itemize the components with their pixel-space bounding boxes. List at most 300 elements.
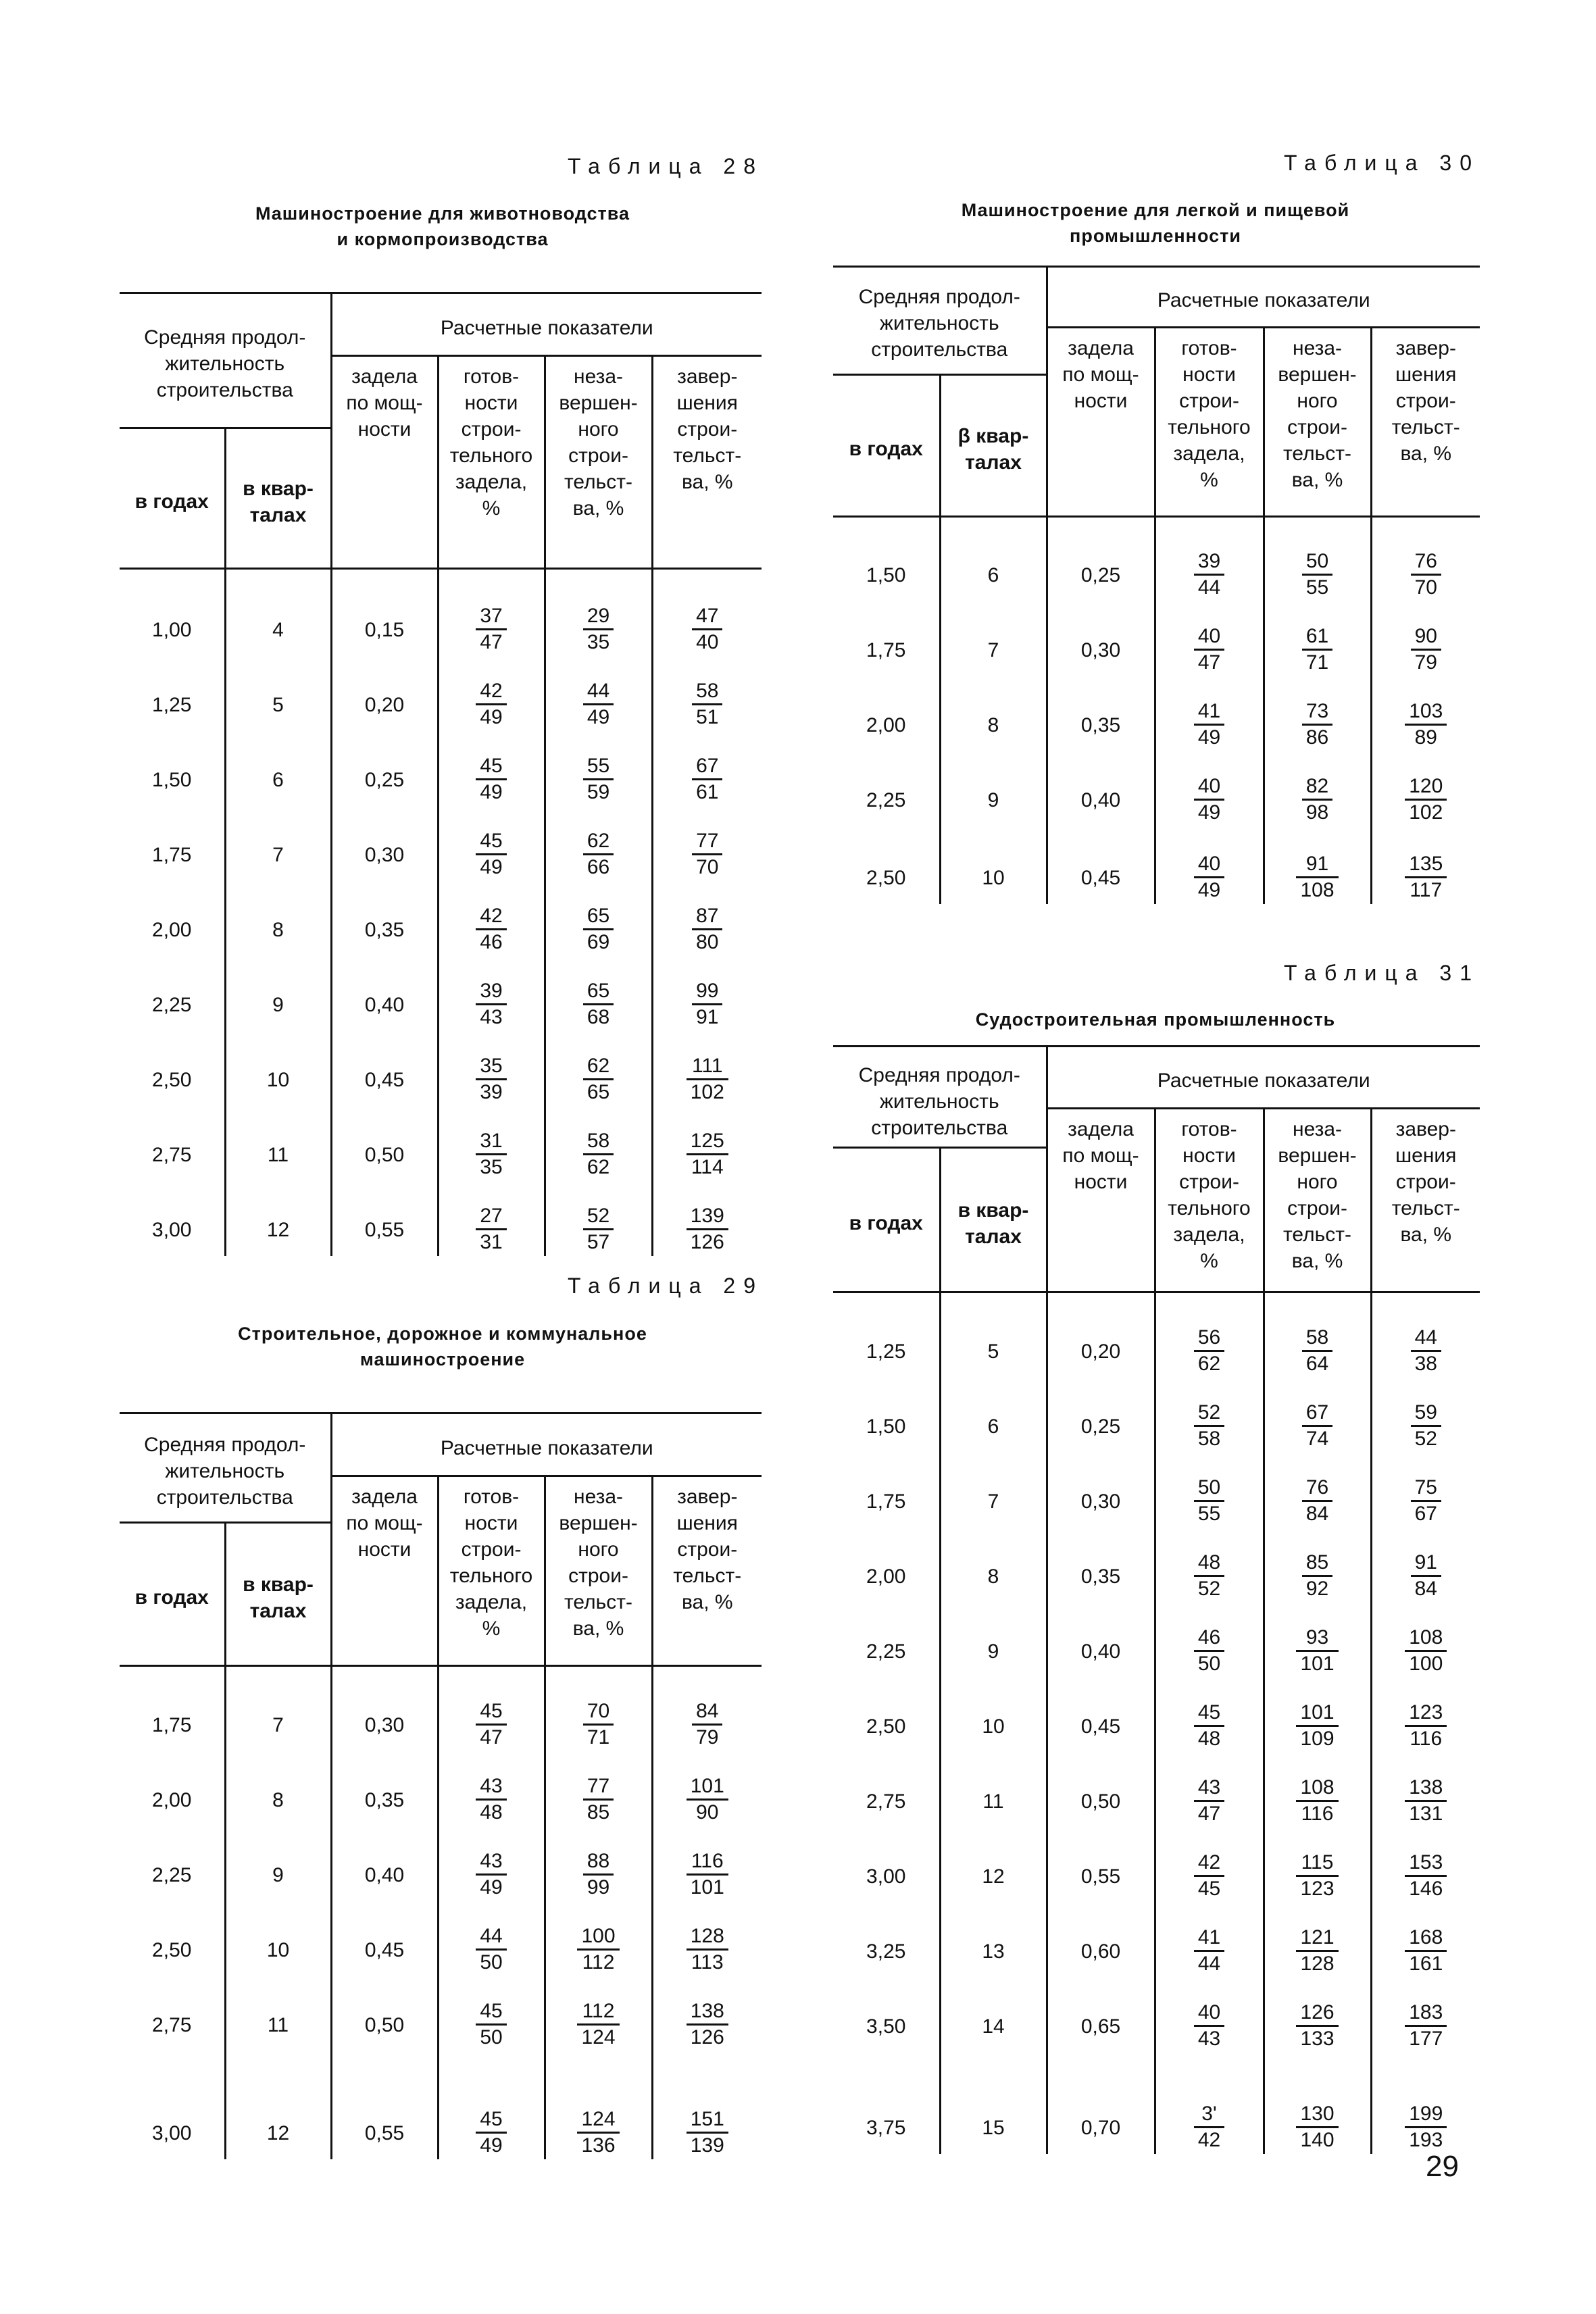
readiness-cell-bottom: 55 (1197, 1502, 1221, 1525)
completion-cell-fraction (1405, 1776, 1447, 1826)
unfinished-cell-bottom: 123 (1300, 1877, 1335, 1900)
completion-cell-fraction (687, 1204, 728, 1255)
unfinished-cell (545, 569, 652, 656)
backlog-cell: 0,45 (1047, 1678, 1155, 1753)
unfinished-cell-bottom: 49 (587, 705, 610, 728)
readiness-cell-bottom: 49 (480, 780, 503, 803)
completion-cell (1371, 1678, 1480, 1753)
readiness-cell-bottom: 49 (480, 2134, 503, 2157)
header-completion: завер- шения строи- тельст- ва, % (1371, 328, 1480, 517)
readiness-cell (438, 1031, 545, 1106)
readiness-cell-top: 45 (476, 829, 506, 855)
unfinished-cell-top: 62 (583, 1054, 614, 1080)
header-in-quarters: β квар- талах (940, 375, 1047, 517)
table-row (120, 1826, 762, 1901)
completion-cell-fraction (1411, 1476, 1441, 1526)
unfinished-cell-fraction (1302, 624, 1332, 675)
unfinished-cell-bottom: 69 (587, 930, 610, 953)
quarters-cell: 12 (225, 2051, 331, 2159)
unfinished-cell-bottom: 55 (1305, 576, 1329, 599)
years-cell: 2,75 (152, 1143, 192, 1166)
readiness-cell-bottom: 35 (480, 1155, 503, 1178)
completion-cell-top: 67 (692, 754, 722, 780)
readiness-cell (438, 1751, 545, 1826)
readiness-cell-bottom: 44 (1197, 1952, 1221, 1975)
completion-cell-top: 139 (687, 1204, 728, 1230)
quarters-cell: 15 (940, 2053, 1047, 2154)
completion-cell (652, 1901, 762, 1976)
unfinished-cell (545, 1666, 652, 1751)
completion-cell-fraction (1405, 1701, 1447, 1751)
quarters-cell: 11 (940, 1753, 1047, 1828)
readiness-cell-bottom: 47 (480, 1726, 503, 1749)
completion-cell-fraction (687, 1774, 728, 1825)
completion-cell-top: 84 (692, 1699, 722, 1726)
table-29 (120, 1412, 762, 2159)
table-row (120, 1106, 762, 1181)
unfinished-cell (545, 2051, 652, 2159)
unfinished-cell-top: 101 (1296, 1701, 1338, 1727)
readiness-cell-fraction (476, 1054, 506, 1105)
completion-cell-top: 59 (1411, 1401, 1441, 1427)
unfinished-cell-top: 61 (1302, 624, 1332, 651)
unfinished-cell-bottom: 92 (1305, 1577, 1329, 1600)
completion-cell-bottom: 61 (696, 780, 719, 803)
completion-cell (1371, 826, 1480, 904)
completion-cell-bottom: 161 (1409, 1952, 1443, 1975)
completion-cell-bottom: 102 (690, 1080, 724, 1103)
readiness-cell-bottom: 46 (480, 930, 503, 953)
unfinished-cell-top: 62 (583, 829, 614, 855)
completion-cell (1371, 2053, 1480, 2154)
readiness-cell (1155, 517, 1264, 601)
unfinished-cell-top: 44 (583, 679, 614, 705)
completion-cell-bottom: 38 (1414, 1352, 1437, 1375)
years-cell: 1,75 (152, 843, 192, 866)
readiness-cell-fraction (1194, 774, 1224, 825)
completion-cell-top: 90 (1411, 624, 1441, 651)
readiness-cell-fraction (1194, 1626, 1224, 1676)
years-cell: 3,00 (152, 2121, 192, 2144)
readiness-cell-fraction (476, 1204, 506, 1255)
completion-cell-bottom: 40 (696, 630, 719, 653)
table-30-title: Машиностроение для легкой и пищевой промышленности (961, 200, 1350, 246)
completion-cell (652, 731, 762, 806)
readiness-cell-fraction (476, 1999, 506, 2050)
unfinished-cell-bottom: 71 (1305, 651, 1329, 674)
completion-cell-top: 108 (1405, 1626, 1447, 1652)
readiness-cell-top: 44 (476, 1924, 506, 1951)
readiness-cell-fraction (476, 1774, 506, 1825)
completion-cell-bottom: 90 (696, 1801, 719, 1823)
completion-cell (652, 1976, 762, 2051)
header-readiness: готов- ности строи- тельного задела, % (1155, 1109, 1264, 1292)
readiness-cell-top: 42 (1194, 1851, 1224, 1877)
readiness-cell (438, 881, 545, 956)
completion-cell-fraction (687, 1129, 728, 1180)
backlog-cell: 0,40 (1047, 751, 1155, 826)
header-unfinished: неза- вершен- ного строи- тельст- ва, % (545, 356, 652, 569)
backlog-cell: 0,40 (331, 1826, 438, 1901)
backlog-cell: 0,65 (1047, 1978, 1155, 2053)
unfinished-cell-bottom: 140 (1300, 2128, 1335, 2151)
completion-cell-top: 153 (1405, 1851, 1447, 1877)
unfinished-cell-bottom: 85 (587, 1801, 610, 1823)
years-cell: 2,25 (152, 993, 192, 1016)
years-cell: 1,50 (866, 563, 906, 586)
header-avg-duration: Средняя продол- жительность строительства (833, 1047, 1047, 1148)
completion-cell-bottom: 102 (1409, 801, 1443, 824)
unfinished-cell-bottom: 116 (1301, 1802, 1334, 1825)
backlog-cell: 0,45 (331, 1031, 438, 1106)
header-readiness: готов- ности строи- тельного задела, % (438, 1476, 545, 1666)
unfinished-cell-bottom: 99 (587, 1876, 610, 1898)
completion-cell-bottom: 117 (1410, 878, 1443, 901)
years-cell: 1,25 (152, 693, 192, 716)
readiness-cell-fraction (1194, 549, 1224, 600)
unfinished-cell-fraction (577, 1924, 619, 1975)
readiness-cell-top: 41 (1194, 1926, 1224, 1952)
completion-cell (1371, 1753, 1480, 1828)
table-row (833, 601, 1480, 676)
unfinished-cell-fraction (1296, 1851, 1338, 1901)
header-readiness: готов- ности строи- тельного задела, % (438, 356, 545, 569)
table-row (120, 656, 762, 731)
completion-cell-fraction (1405, 774, 1447, 825)
backlog-cell: 0,25 (331, 731, 438, 806)
backlog-cell: 0,70 (1047, 2053, 1155, 2154)
quarters-cell: 8 (225, 1751, 331, 1826)
backlog-cell: 0,20 (331, 656, 438, 731)
table-row (120, 956, 762, 1031)
completion-cell-fraction (1405, 699, 1447, 750)
completion-cell-fraction (687, 1054, 728, 1105)
completion-cell-fraction (692, 754, 722, 805)
years-cell: 1,25 (866, 1340, 906, 1363)
completion-cell-bottom: 100 (1409, 1652, 1443, 1675)
readiness-cell-top: 45 (1194, 1701, 1224, 1727)
header-completion: завер- шения строи- тельст- ва, % (652, 1476, 762, 1666)
readiness-cell-bottom: 42 (1197, 2128, 1221, 2151)
completion-cell-top: 138 (1405, 1776, 1447, 1802)
readiness-cell-bottom: 52 (1197, 1577, 1221, 1600)
completion-cell-fraction (692, 1699, 722, 1750)
readiness-cell (438, 956, 545, 1031)
unfinished-cell-bottom: 71 (587, 1726, 610, 1749)
backlog-cell: 0,35 (1047, 676, 1155, 751)
readiness-cell (1155, 1378, 1264, 1453)
completion-cell-top: 44 (1411, 1326, 1441, 1352)
readiness-cell (1155, 1978, 1264, 2053)
completion-cell-fraction (1411, 1401, 1441, 1451)
completion-cell-fraction (1411, 624, 1441, 675)
table-row (833, 1753, 1480, 1828)
unfinished-cell-fraction (1302, 699, 1332, 750)
table-row (833, 1828, 1480, 1903)
completion-cell-bottom: 116 (1410, 1727, 1443, 1750)
completion-cell (1371, 751, 1480, 826)
readiness-cell-top: 45 (476, 1999, 506, 2026)
unfinished-cell-top: 126 (1296, 2001, 1338, 2027)
header-unfinished: неза- вершен- ного строи- тельст- ва, % (545, 1476, 652, 1666)
table-28-title: Машиностроение для животноводства и кормопроизводства (255, 203, 630, 249)
table-31-body (833, 1292, 1480, 2154)
unfinished-cell (1264, 1978, 1371, 2053)
readiness-cell (1155, 1292, 1264, 1378)
unfinished-cell (545, 1106, 652, 1181)
quarters-cell: 6 (940, 517, 1047, 601)
header-in-years: в годах (833, 1148, 940, 1292)
unfinished-cell (545, 1751, 652, 1826)
unfinished-cell-bottom: 62 (587, 1155, 610, 1178)
completion-cell-top: 58 (692, 679, 722, 705)
table-31-title: Судостроительная промышленность (975, 1009, 1336, 1030)
readiness-cell-fraction (476, 1699, 506, 1750)
unfinished-cell-bottom: 59 (587, 780, 610, 803)
completion-cell-bottom: 139 (690, 2134, 724, 2157)
backlog-cell: 0,50 (331, 1106, 438, 1181)
backlog-cell: 0,40 (331, 956, 438, 1031)
completion-cell (652, 956, 762, 1031)
readiness-cell-bottom: 48 (480, 1801, 503, 1823)
unfinished-cell-top: 29 (583, 604, 614, 630)
backlog-cell: 0,30 (331, 806, 438, 881)
table-row (833, 1678, 1480, 1753)
completion-cell (652, 1031, 762, 1106)
completion-cell (652, 1826, 762, 1901)
header-in-years: в годах (120, 428, 225, 569)
unfinished-cell-top: 100 (577, 1924, 619, 1951)
backlog-cell: 0,50 (331, 1976, 438, 2051)
completion-cell (652, 806, 762, 881)
completion-cell (1371, 601, 1480, 676)
header-completion: завер- шения строи- тельст- ва, % (1371, 1109, 1480, 1292)
unfinished-cell-fraction (583, 829, 614, 880)
readiness-cell-bottom: 50 (480, 1951, 503, 1973)
header-in-years: в годах (833, 375, 940, 517)
backlog-cell: 0,45 (331, 1901, 438, 1976)
completion-cell-fraction (1411, 549, 1441, 600)
unfinished-cell-bottom: 64 (1305, 1352, 1329, 1375)
readiness-cell (1155, 1753, 1264, 1828)
table-30-body (833, 517, 1480, 904)
unfinished-cell-fraction (583, 1699, 614, 1750)
table-29-body (120, 1666, 762, 2159)
quarters-cell: 6 (225, 731, 331, 806)
years-cell: 2,00 (866, 1565, 906, 1588)
table-30-number: Таблица 30 (1284, 151, 1480, 175)
completion-cell-fraction (1405, 1851, 1447, 1901)
completion-cell-bottom: 80 (696, 930, 719, 953)
readiness-cell-fraction (1194, 1551, 1224, 1601)
readiness-cell (438, 1826, 545, 1901)
readiness-cell-top: 3' (1194, 2102, 1224, 2128)
unfinished-cell-top: 121 (1296, 1926, 1338, 1952)
readiness-cell-fraction (1194, 1926, 1224, 1976)
quarters-cell: 7 (225, 806, 331, 881)
quarters-cell: 9 (225, 956, 331, 1031)
completion-cell-bottom: 51 (696, 705, 719, 728)
unfinished-cell (1264, 1603, 1371, 1678)
completion-cell-fraction (1405, 2001, 1447, 2051)
completion-cell-fraction (687, 1849, 728, 1900)
readiness-cell (438, 1666, 545, 1751)
unfinished-cell (545, 1826, 652, 1901)
readiness-cell-bottom: 44 (1197, 576, 1221, 599)
readiness-cell-fraction (476, 1129, 506, 1180)
readiness-cell (1155, 1903, 1264, 1978)
unfinished-cell (545, 656, 652, 731)
unfinished-cell-fraction (1302, 549, 1332, 600)
unfinished-cell-top: 88 (583, 1849, 614, 1876)
completion-cell-top: 111 (687, 1054, 728, 1080)
years-cell: 1,75 (152, 1713, 192, 1736)
unfinished-cell-top: 130 (1296, 2102, 1338, 2128)
completion-cell (1371, 1903, 1480, 1978)
unfinished-cell (1264, 1528, 1371, 1603)
completion-cell (652, 1106, 762, 1181)
completion-cell-bottom: 52 (1414, 1427, 1437, 1450)
unfinished-cell (545, 731, 652, 806)
unfinished-cell-bottom: 124 (581, 2026, 616, 2048)
years-cell: 2,25 (866, 788, 906, 811)
backlog-cell: 0,60 (1047, 1903, 1155, 1978)
readiness-cell-fraction (1194, 624, 1224, 675)
unfinished-cell-top: 52 (583, 1204, 614, 1230)
readiness-cell-top: 40 (1194, 852, 1224, 878)
backlog-cell: 0,25 (1047, 517, 1155, 601)
completion-cell (1371, 676, 1480, 751)
table-row (833, 1453, 1480, 1528)
header-unfinished: неза- вершен- ного строи- тельст- ва, % (1264, 1109, 1371, 1292)
completion-cell-bottom: 79 (1414, 651, 1437, 674)
readiness-cell-fraction (476, 2107, 506, 2158)
years-cell: 2,25 (152, 1863, 192, 1886)
table-row (833, 1978, 1480, 2053)
unfinished-cell-fraction (583, 754, 614, 805)
readiness-cell-top: 31 (476, 1129, 506, 1155)
years-cell: 2,50 (152, 1938, 192, 1961)
unfinished-cell (1264, 517, 1371, 601)
backlog-cell: 0,55 (331, 2051, 438, 2159)
header-readiness: готов- ности строи- тельного задела, % (1155, 328, 1264, 517)
readiness-cell-bottom: 39 (480, 1080, 503, 1103)
completion-cell-top: 151 (687, 2107, 728, 2134)
completion-cell-fraction (692, 829, 722, 880)
unfinished-cell-top: 85 (1302, 1551, 1332, 1577)
years-cell: 2,75 (152, 2013, 192, 2036)
readiness-cell (1155, 676, 1264, 751)
unfinished-cell-top: 115 (1296, 1851, 1338, 1877)
completion-cell (652, 1181, 762, 1256)
header-backlog: задела по мощ- ности (1047, 328, 1155, 517)
quarters-cell: 13 (940, 1903, 1047, 1978)
unfinished-cell-top: 76 (1302, 1476, 1332, 1502)
readiness-cell (438, 2051, 545, 2159)
completion-cell-fraction (1405, 852, 1447, 903)
unfinished-cell-top: 93 (1296, 1626, 1338, 1652)
completion-cell-top: 125 (687, 1129, 728, 1155)
completion-cell-top: 123 (1405, 1701, 1447, 1727)
unfinished-cell-top: 112 (577, 1999, 619, 2026)
readiness-cell-fraction (1194, 852, 1224, 903)
quarters-cell: 10 (225, 1031, 331, 1106)
header-calc-indicators: Расчетные показатели (1047, 267, 1480, 328)
unfinished-cell-fraction (577, 1999, 619, 2050)
backlog-cell: 0,35 (331, 1751, 438, 1826)
quarters-cell: 9 (940, 1603, 1047, 1678)
unfinished-cell-fraction (583, 1849, 614, 1900)
completion-cell-top: 199 (1405, 2102, 1447, 2128)
readiness-cell-bottom: 47 (480, 630, 503, 653)
backlog-cell: 0,55 (1047, 1828, 1155, 1903)
completion-cell (652, 881, 762, 956)
unfinished-cell-bottom: 68 (587, 1005, 610, 1028)
completion-cell-bottom: 113 (691, 1951, 724, 1973)
readiness-cell (438, 731, 545, 806)
readiness-cell-bottom: 31 (480, 1230, 503, 1253)
backlog-cell: 0,25 (1047, 1378, 1155, 1453)
years-cell: 3,00 (152, 1218, 192, 1241)
table-row (833, 751, 1480, 826)
table-row (120, 1901, 762, 1976)
header-calc-indicators: Расчетные показатели (331, 1413, 762, 1476)
completion-cell-bottom: 67 (1414, 1502, 1437, 1525)
readiness-cell-bottom: 49 (1197, 726, 1221, 749)
header-unfinished: неза- вершен- ного строи- тельст- ва, % (1264, 328, 1371, 517)
years-cell: 2,50 (866, 866, 906, 889)
quarters-cell: 8 (225, 881, 331, 956)
readiness-cell-fraction (1194, 1476, 1224, 1526)
completion-cell-bottom: 70 (1414, 576, 1437, 599)
completion-cell-top: 135 (1405, 852, 1447, 878)
completion-cell (1371, 1292, 1480, 1378)
readiness-cell-fraction (1194, 1701, 1224, 1751)
completion-cell (652, 2051, 762, 2159)
unfinished-cell-bottom: 74 (1305, 1427, 1329, 1450)
unfinished-cell (545, 881, 652, 956)
readiness-cell-top: 35 (476, 1054, 506, 1080)
unfinished-cell (545, 806, 652, 881)
readiness-cell (438, 1106, 545, 1181)
years-cell: 2,00 (152, 918, 192, 941)
quarters-cell: 7 (225, 1666, 331, 1751)
table-29-title: Строительное, дорожное и коммунальное машиностроение (238, 1324, 647, 1369)
completion-cell-fraction (1405, 1626, 1447, 1676)
completion-cell-top: 116 (687, 1849, 728, 1876)
readiness-cell-bottom: 47 (1197, 651, 1221, 674)
unfinished-cell-bottom: 101 (1300, 1652, 1335, 1675)
completion-cell-bottom: 101 (690, 1876, 724, 1898)
unfinished-cell-fraction (583, 1774, 614, 1825)
unfinished-cell-bottom: 128 (1300, 1952, 1335, 1975)
readiness-cell-top: 52 (1194, 1401, 1224, 1427)
header-avg-duration: Средняя продол- жительность строительства (120, 293, 331, 428)
readiness-cell-top: 40 (1194, 2001, 1224, 2027)
unfinished-cell-top: 58 (583, 1129, 614, 1155)
readiness-cell (1155, 2053, 1264, 2154)
table-row (120, 1666, 762, 1751)
backlog-cell: 0,35 (1047, 1528, 1155, 1603)
readiness-cell-bottom: 50 (480, 2026, 503, 2048)
unfinished-cell (1264, 1378, 1371, 1453)
readiness-cell-top: 43 (476, 1774, 506, 1801)
readiness-cell-fraction (476, 1849, 506, 1900)
readiness-cell-top: 40 (1194, 624, 1224, 651)
readiness-cell-bottom: 49 (1197, 801, 1221, 824)
quarters-cell: 9 (225, 1826, 331, 1901)
years-cell: 1,75 (866, 1490, 906, 1513)
